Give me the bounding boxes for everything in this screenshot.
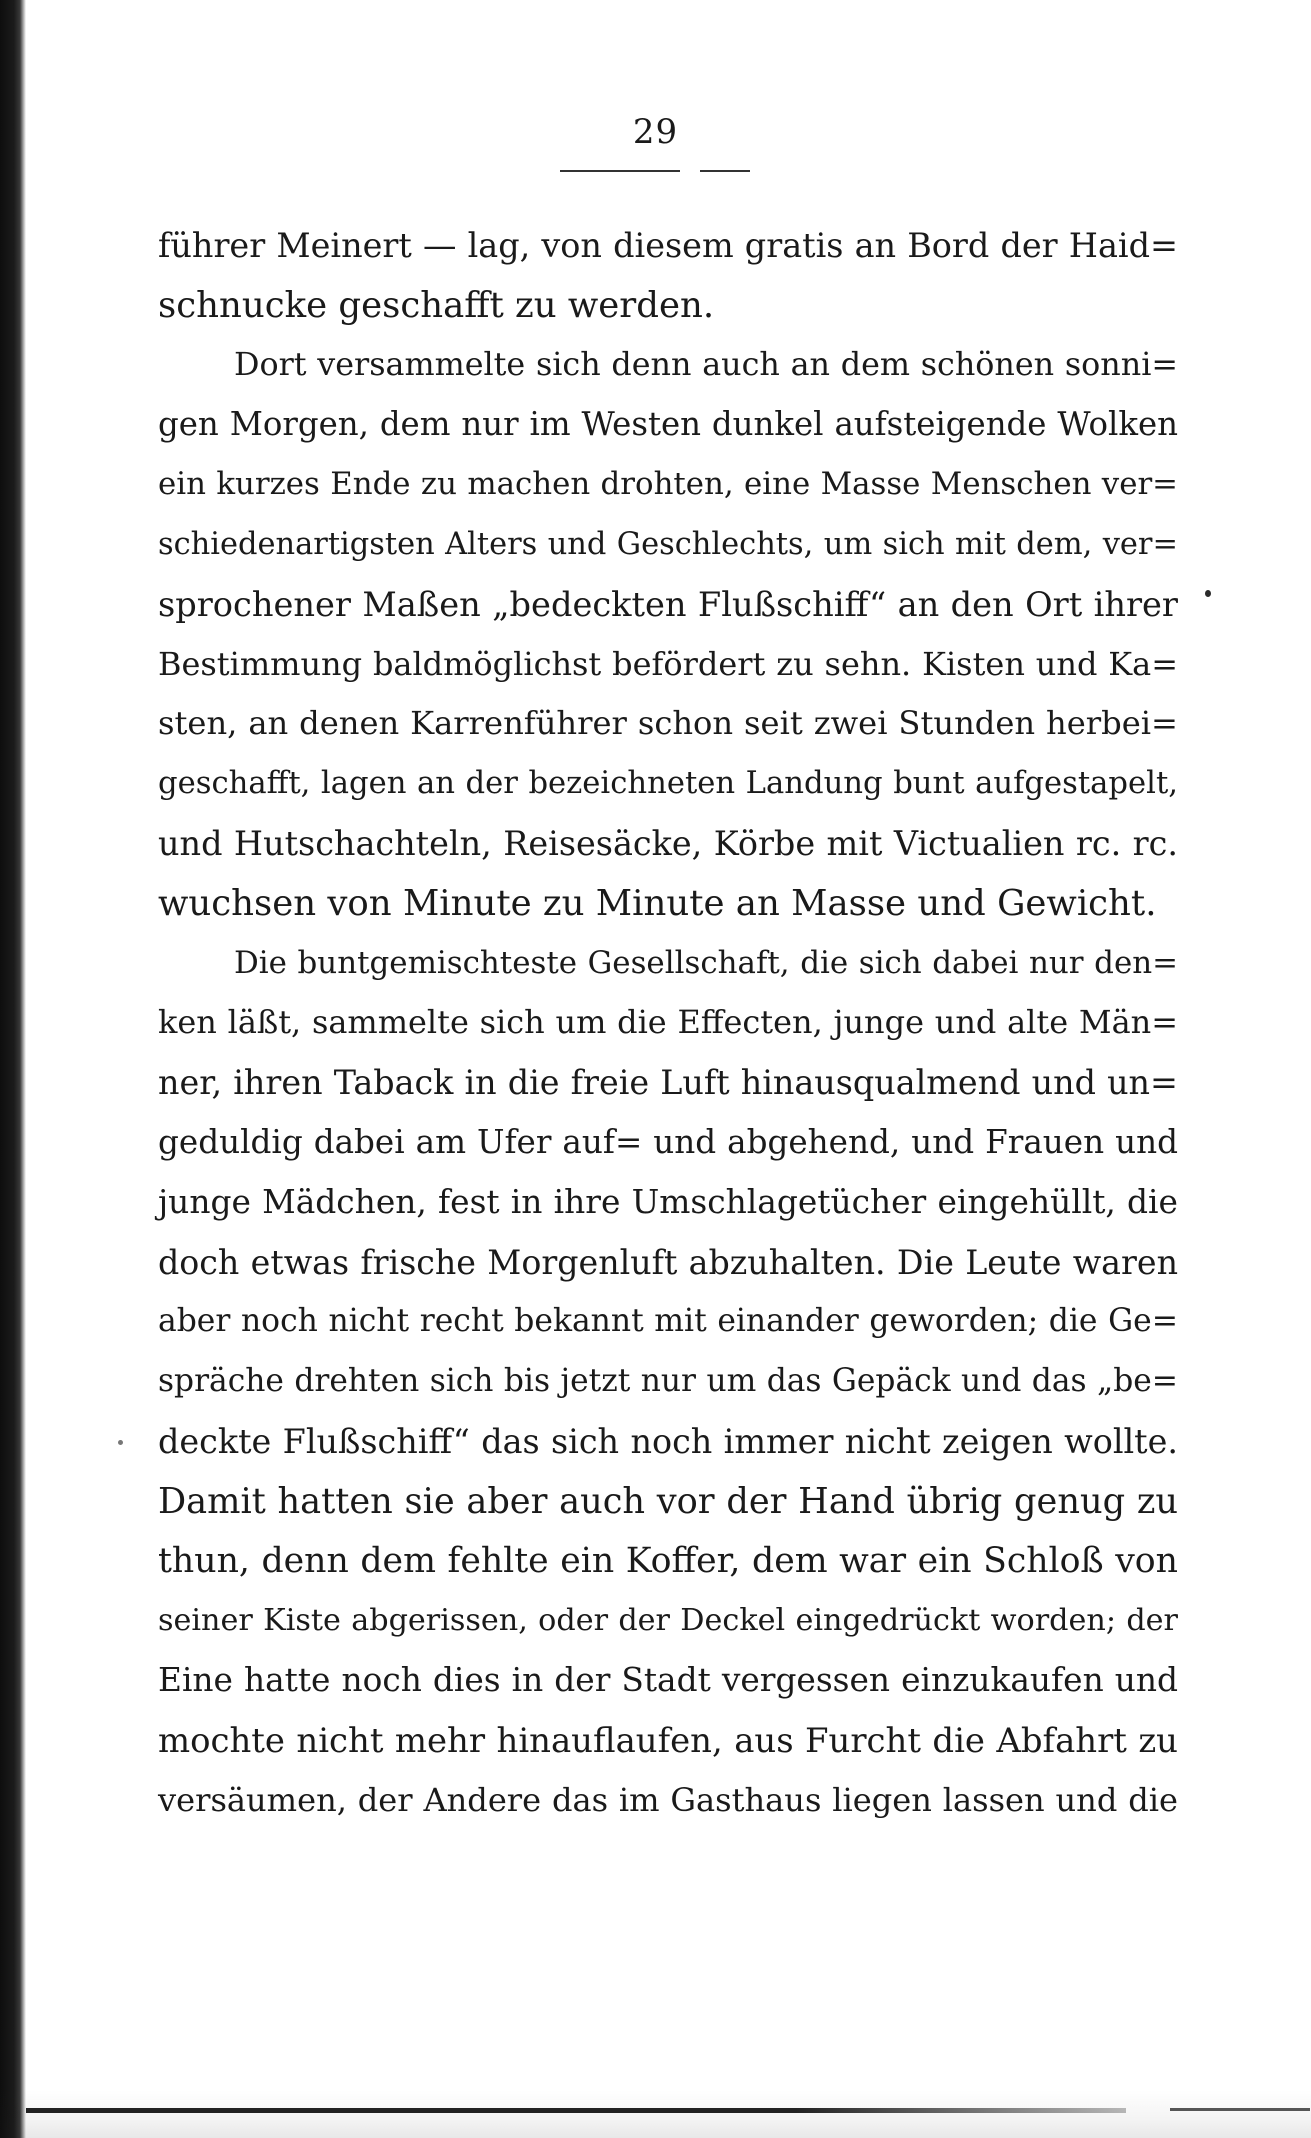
text-line: junge Mädchen, fest in ihre Umschlagetücher eingehüllt, die <box>158 1182 1178 1221</box>
page-bottom-shadow <box>0 2090 1311 2138</box>
text-line: spräche drehten sich bis jetzt nur um das Gepäck und das „be= <box>158 1363 1178 1400</box>
header-rule-right <box>700 170 750 172</box>
text-line: Dort versammelte sich denn auch an dem schönen sonni= <box>234 346 1178 383</box>
text-line: aber noch nicht recht bekannt mit einander geworden; die Ge= <box>158 1303 1178 1340</box>
scan-speck <box>1205 590 1211 597</box>
text-line: doch etwas frische Morgenluft abzuhalten. Die Leute waren <box>158 1242 1178 1282</box>
text-line: geduldig dabei am Ufer auf= und abgehend, und Frauen und <box>158 1122 1178 1161</box>
text-line: Die buntgemischteste Gesellschaft, die sich dabei nur den= <box>234 944 1178 981</box>
text-line: mochte nicht mehr hinauflaufen, aus Furcht die Abfahrt zu <box>158 1720 1178 1760</box>
text-line: Damit hatten sie aber auch vor der Hand übrig genug zu <box>158 1480 1178 1522</box>
text-line: und Hutschachteln, Reisesäcke, Körbe mit Victualien rc. rc. <box>158 823 1178 863</box>
text-line: versäumen, der Andere das im Gasthaus liegen lassen und die <box>158 1780 1178 1819</box>
binding-edge <box>0 0 26 2138</box>
text-line: wuchsen von Minute zu Minute an Masse und Gewicht. <box>158 882 1157 924</box>
text-line: ken läßt, sammelte sich um die Effecten, junge und alte Män= <box>158 1003 1178 1042</box>
text-line: sten, an denen Karrenführer schon seit zwei Stunden herbei= <box>158 704 1178 743</box>
text-line: seiner Kiste abgerissen, oder der Deckel eingedrückt worden; der <box>158 1603 1178 1639</box>
text-line: Eine hatte noch dies in der Stadt vergessen einzukaufen und <box>158 1661 1178 1700</box>
text-line: ner, ihren Taback in die freie Luft hinausqualmend und un= <box>158 1063 1178 1103</box>
text-line: deckte Flußschiff“ das sich noch immer nicht zeigen wollte. <box>158 1421 1178 1461</box>
text-line: gen Morgen, dem nur im Westen dunkel aufsteigende Wolken <box>158 405 1178 444</box>
text-line: ein kurzes Ende zu machen drohten, eine Masse Menschen ver= <box>158 466 1178 503</box>
bottom-edge-rule-right <box>1170 2108 1310 2111</box>
text-line: schiedenartigsten Alters und Geschlechts, um sich mit dem, ver= <box>158 526 1178 562</box>
text-line: geschafft, lagen an der bezeichneten Landung bunt aufgestapelt, <box>158 766 1178 802</box>
text-line: führer Meinert — lag, von diesem gratis an Bord der Haid= <box>158 226 1178 265</box>
text-line: sprochener Maßen „bedeckten Flußschiff“ an den Ort ihrer <box>158 584 1178 624</box>
page-number: 29 <box>632 112 679 152</box>
text-line: thun, denn dem fehlte ein Koffer, dem war ein Schloß von <box>158 1540 1178 1581</box>
body-text <box>158 216 1178 1831</box>
header-rule-left <box>560 170 680 172</box>
text-line: schnucke geschafft zu werden. <box>158 284 715 326</box>
bottom-edge-rule <box>26 2108 1126 2113</box>
text-line: Bestimmung baldmöglichst befördert zu sehn. Kisten und Ka= <box>158 644 1178 683</box>
scan-speck <box>118 1440 123 1445</box>
